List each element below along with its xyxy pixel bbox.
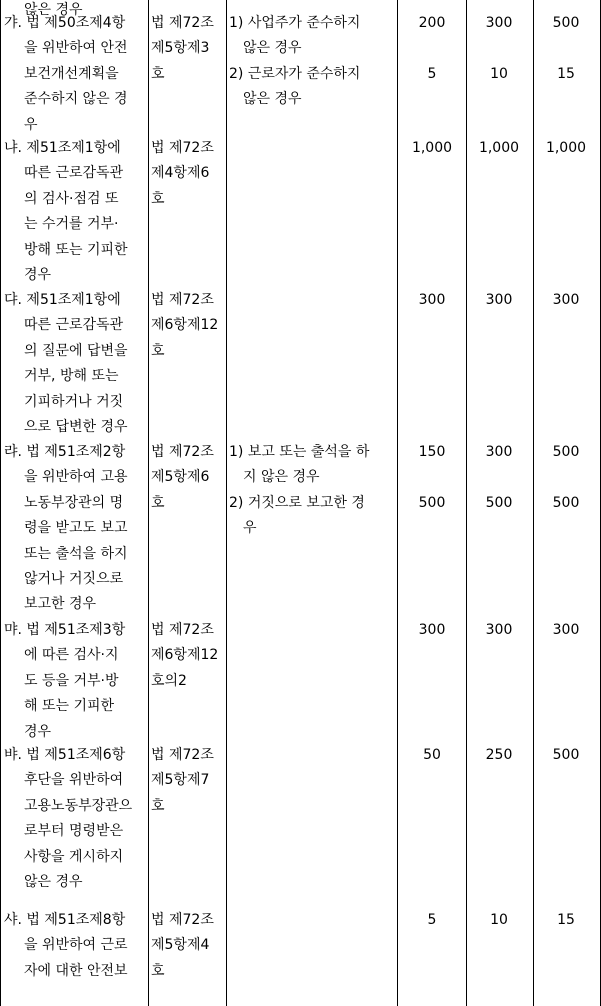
fine-amount: 1,000 — [545, 140, 587, 156]
violation-text: 으로 답변한 경우 — [24, 419, 128, 435]
column-divider — [466, 0, 467, 1006]
fine-amount: 300 — [552, 622, 580, 638]
law-reference: 호 — [151, 962, 165, 979]
violation-text: 을 위반하여 안전 — [24, 40, 128, 57]
violation-text: 랴. 법 제51조제2항 — [4, 444, 126, 460]
fine-amount: 300 — [485, 622, 513, 638]
violation-text: 방해 또는 기피한 — [24, 241, 128, 258]
column-divider — [226, 0, 227, 1006]
law-reference: 법 제72조 — [151, 444, 214, 460]
detail-text: 2) 거짓으로 보고한 경 — [229, 494, 365, 511]
fine-amount: 500 — [552, 747, 580, 763]
fine-amount: 250 — [485, 747, 513, 763]
fine-amount: 300 — [418, 292, 446, 308]
fine-amount: 300 — [485, 15, 513, 31]
fine-amount: 10 — [490, 912, 508, 928]
detail-text: 않은 경우 — [243, 40, 302, 57]
violation-text: 사항을 게시하지 — [24, 848, 124, 865]
law-reference: 법 제72조 — [151, 15, 214, 31]
violation-text: 자에 대한 안전보 — [24, 962, 128, 979]
violation-text: 거부, 방해 또는 — [24, 368, 119, 385]
violation-text: 는 수거를 거부· — [24, 216, 119, 233]
violation-text: 기피하거나 거짓 — [24, 393, 124, 410]
fine-amount: 1,000 — [478, 140, 520, 156]
fine-amount: 5 — [427, 65, 437, 82]
violation-text: 냐. 제51조제1항에 — [4, 140, 121, 156]
violation-text: 노동부장관의 명 — [24, 494, 124, 511]
fine-amount: 15 — [557, 65, 575, 82]
violation-text: 보건개선계획을 — [24, 65, 119, 82]
law-reference: 호 — [151, 65, 165, 82]
law-reference: 법 제72조 — [151, 622, 214, 638]
violation-text: 해 또는 기피한 — [24, 698, 115, 715]
law-reference: 호 — [151, 494, 165, 511]
fine-amount: 5 — [427, 912, 437, 928]
fine-amount: 200 — [418, 15, 446, 31]
violation-text: 또는 출석을 하지 — [24, 545, 128, 562]
law-reference: 법 제72조 — [151, 292, 214, 308]
detail-text: 1) 보고 또는 출석을 하 — [229, 444, 370, 460]
fine-amount: 500 — [552, 494, 580, 511]
continued-text: 않은 경우 — [24, 2, 83, 18]
violation-text: 령을 받고도 보고 — [24, 520, 128, 537]
fine-amount: 300 — [485, 444, 513, 460]
violation-text: 준수하지 않은 경 — [24, 91, 128, 108]
fine-amount: 500 — [418, 494, 446, 511]
violation-text: 고용노동부장관으 — [24, 797, 133, 814]
detail-text: 지 않은 경우 — [243, 469, 320, 486]
violation-text: 의 검사·점검 또 — [24, 190, 119, 207]
law-reference: 제6항제12 — [151, 647, 219, 664]
violation-text: 을 위반하여 고용 — [24, 469, 128, 486]
detail-text: 우 — [243, 520, 257, 537]
column-divider — [397, 0, 398, 1006]
violation-text: 경우 — [24, 267, 52, 283]
violation-text: 후단을 위반하여 — [24, 772, 124, 789]
fine-amount: 50 — [423, 747, 441, 763]
fine-amount: 500 — [552, 15, 580, 31]
law-reference: 호의2 — [151, 672, 187, 689]
violation-text: 에 따른 검사·지 — [24, 647, 119, 664]
violation-text: 댜. 제51조제1항에 — [4, 292, 121, 308]
violation-text: 우 — [24, 116, 38, 133]
fine-amount: 15 — [557, 912, 575, 928]
detail-text: 2) 근로자가 준수하지 — [229, 65, 361, 82]
violation-text: 따른 근로감독관 — [24, 317, 124, 334]
table-border-left — [0, 0, 1, 1006]
fine-amount: 300 — [418, 622, 446, 638]
law-reference: 제5항제3 — [151, 40, 210, 57]
law-reference: 제4항제6 — [151, 165, 210, 182]
violation-text: 경우 — [24, 723, 52, 740]
column-divider — [148, 0, 149, 1006]
fine-amount: 500 — [552, 444, 580, 460]
violation-text: 않은 경우 — [24, 874, 83, 890]
violation-text: 않거나 거짓으로 — [24, 571, 124, 587]
violation-text: 갸. 법 제50조제4항 — [4, 15, 126, 31]
fine-amount: 500 — [485, 494, 513, 511]
law-reference: 제5항제6 — [151, 469, 210, 486]
fine-amount: 150 — [418, 444, 446, 460]
violation-text: 샤. 법 제51조제8항 — [4, 912, 126, 928]
fine-amount: 300 — [485, 292, 513, 308]
law-reference: 법 제72조 — [151, 912, 214, 928]
law-reference: 호 — [151, 190, 165, 207]
violation-text: 따른 근로감독관 — [24, 165, 124, 182]
fine-amount: 300 — [552, 292, 580, 308]
fine-amount: 1,000 — [411, 140, 453, 156]
violation-text: 을 위반하여 근로 — [24, 937, 128, 954]
detail-text: 않은 경우 — [243, 91, 302, 108]
law-reference: 제5항제7 — [151, 772, 210, 789]
law-reference: 법 제72조 — [151, 747, 214, 763]
law-reference: 호 — [151, 797, 165, 814]
violation-text: 먀. 법 제51조제3항 — [4, 622, 126, 638]
column-divider — [533, 0, 534, 1006]
violation-text: 로부터 명령받은 — [24, 823, 124, 840]
law-reference: 제6항제12 — [151, 317, 219, 334]
law-reference: 법 제72조 — [151, 140, 214, 156]
fine-amount: 10 — [490, 65, 508, 82]
violation-text: 뱌. 법 제51조제6항 — [4, 747, 126, 763]
violation-text: 보고한 경우 — [24, 596, 97, 613]
law-reference: 호 — [151, 342, 165, 359]
violation-text: 도 등을 거부·방 — [24, 672, 119, 689]
detail-text: 1) 사업주가 준수하지 — [229, 15, 361, 31]
law-reference: 제5항제4 — [151, 937, 210, 954]
violation-text: 의 질문에 답변을 — [24, 342, 128, 359]
